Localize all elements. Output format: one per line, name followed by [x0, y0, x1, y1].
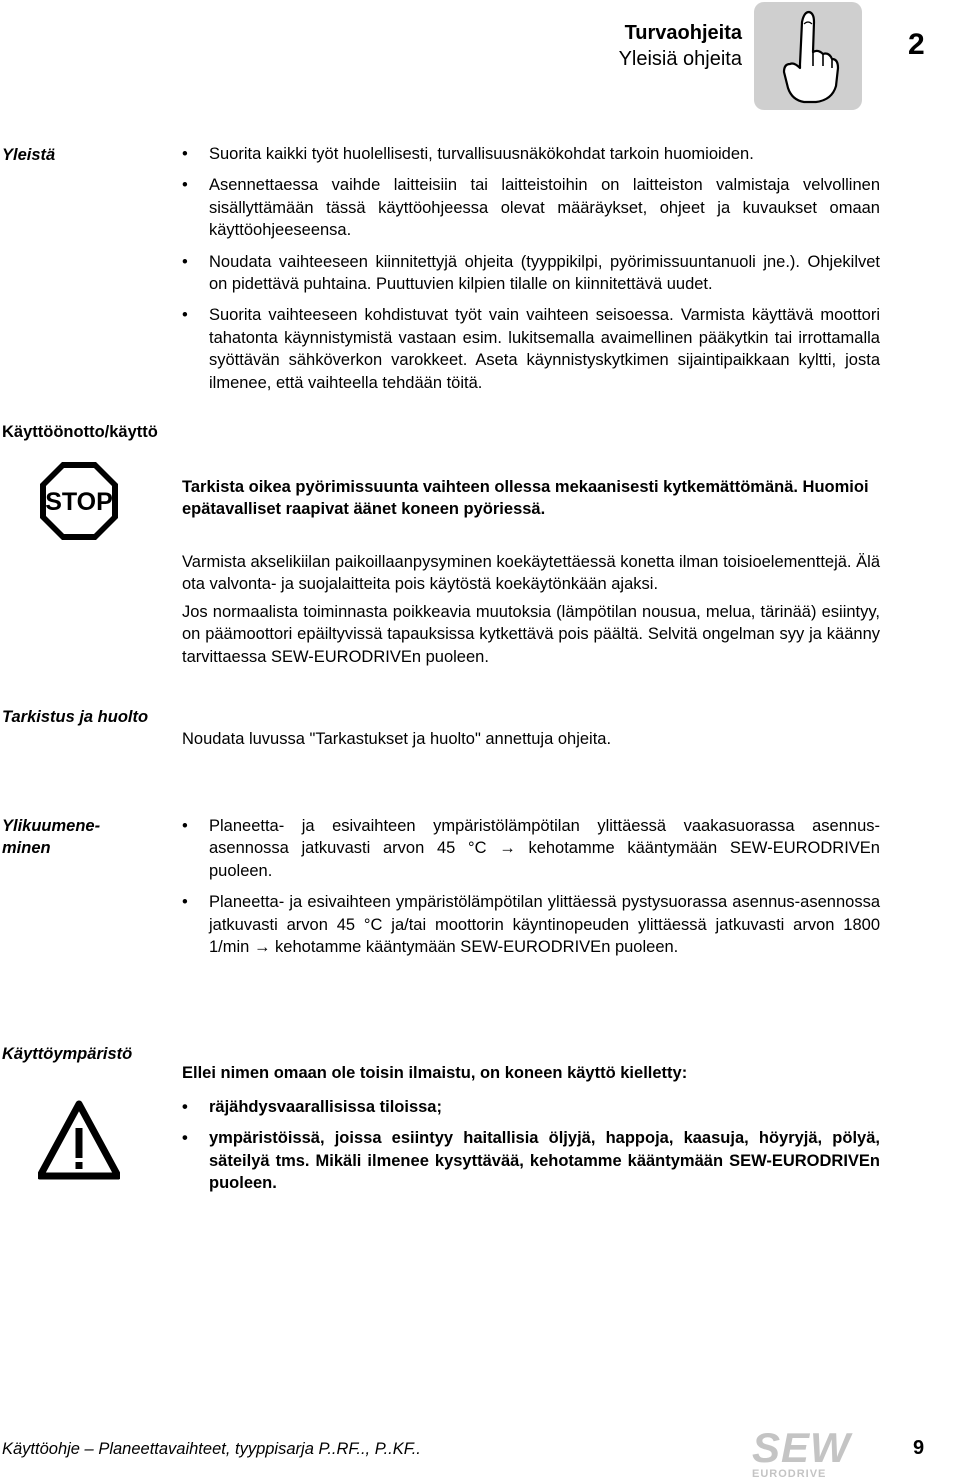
sew-eurodrive-logo: SEW EURODRIVE [752, 1424, 851, 1480]
arrow-right-icon: → [499, 839, 516, 858]
section-heading-kayttoonotto: Käyttöönotto/käyttö [2, 423, 158, 441]
list-item: • ympäristöissä, joissa esiintyy haitallisia öljyjä, happoja, kaasuja, höyryjä, pölyä, säteilyä tms. Mikäli ilmenee kysyttävää, kehotamme kääntymään SEW-EURODRIVEn puoleen. [182, 1127, 880, 1194]
list-item: • Planeetta- ja esivaihteen ympäristölämpötilan ylittäessä pystysuorassa asennus-asennossa jatkuvasti arvon 45 °C ja/tai moottorin käyntinopeuden ylittäessä jatkuvasti arvon 1800 1/min → kehotamme kääntymään SEW-EURODRIVEn puoleen. [182, 891, 880, 958]
header-subtitle: Yleisiä ohjeita [618, 48, 742, 70]
heading-line: Ylikuumene- [2, 817, 101, 835]
list-item: • Noudata vaihteeseen kiinnitettyjä ohjeita (tyyppikilpi, pyörimissuuntanuoli jne.). Ohjekilvet on pidettävä puhtaina. Puuttuvien kilpien tilalle on kiinnitettävä uudet. [182, 251, 880, 296]
footer-text: Käyttöohje – Planeettavaihteet, tyyppisarja P..RF.., P..KF.. [2, 1440, 421, 1458]
chapter-number: 2 [908, 28, 925, 61]
ylikuumeneminen-list [182, 815, 880, 967]
section-heading-ylikuumeneminen [2, 815, 172, 859]
list-item: • Planeetta- ja esivaihteen ympäristölämpötilan ylittäessä vaakasuorassa asennus-asennossa jatkuvasti arvon 45 °C → kehotamme kääntymään SEW-EURODRIVEn puoleen. [182, 815, 880, 882]
kayttoymparisto-intro: Ellei nimen omaan ole toisin ilmaistu, on koneen käyttö kielletty: [182, 1064, 688, 1082]
section-heading-tarkistus: Tarkistus ja huolto [2, 708, 149, 726]
kayttoonotto-warning: Tarkista oikea pyörimissuunta vaihteen ollessa mekaanisesti kytkemättömänä. Huomioi epätavalliset raapivat äänet koneen pyöriessä. [182, 478, 869, 519]
header-title: Turvaohjeita [624, 22, 742, 44]
section-heading-kayttoymparisto: Käyttöympäristö [2, 1045, 133, 1063]
yleista-list [182, 143, 880, 403]
heading-line: minen [2, 839, 51, 857]
stop-sign-icon [38, 460, 120, 542]
pointing-hand-icon [754, 2, 862, 110]
arrow-right-icon: → [253, 938, 271, 957]
stop-sign-label: STOP [45, 488, 113, 516]
list-item: • Suorita vaihteeseen kohdistuvat työt vain vaihteen seisoessa. Varmista käyttävä moottori tahatonta käynnistymistä vastaan esim. lukitsemalla avaimellinen pääkytkin tai irrottamalla syöttävän sähköverkon varokkeet. Aseta käynnistyskytkimen sijaintipaikkaan kyltti, josta ilmenee, että vaihteella tehdään töitä. [182, 304, 880, 394]
list-item: • Suorita kaikki työt huolellisesti, turvallisuusnäkökohdat tarkoin huomioiden. [182, 143, 880, 165]
kayttoymparisto-list [182, 1096, 880, 1204]
page-number: 9 [913, 1437, 925, 1459]
kayttoonotto-para1: Varmista akselikiilan paikoillaanpysyminen koekäytettäessä konetta ilman toisioelementtejä. Älä ota valvonta- ja suojalaitteita pois käytöstä koekäytönkään ajaksi. [182, 553, 880, 594]
list-item: • räjähdysvaarallisissa tiloissa; [182, 1096, 880, 1118]
tarkistus-text: Noudata luvussa "Tarkastukset ja huolto" annettuja ohjeita. [182, 730, 612, 748]
list-item: • Asennettaessa vaihde laitteisiin tai laitteistoihin on laitteiston valmistaja velvollinen sisällyttämään tässä käyttöohjeessa olevat määräykset, ohjeet ja kuvaukset omaan käyttöohjeeseensa. [182, 174, 880, 241]
section-heading-yleista: Yleistä [2, 146, 56, 164]
warning-triangle-icon [38, 1100, 120, 1182]
kayttoonotto-para2: Jos normaalista toiminnasta poikkeavia muutoksia (lämpötilan nousua, melua, tärinää) esiintyy, on päämoottori epäiltyvissä tapauksissa kytkettävä pois päältä. Selvitä ongelman syy ja käänny tarvittaessa SEW-EURODRIVEn puoleen. [182, 603, 880, 666]
